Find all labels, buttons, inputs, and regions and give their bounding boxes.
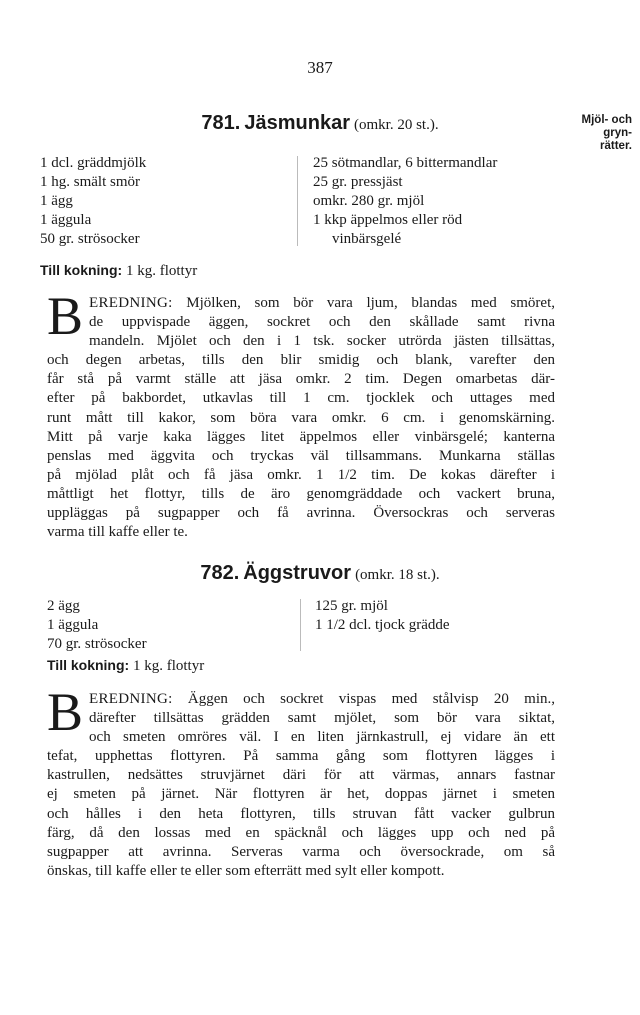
cooking-label: Till kokning: bbox=[40, 262, 123, 278]
method-lead: EREDNING: bbox=[89, 295, 173, 311]
method-line: och smeten omröres väl. I en liten järnkastrull, ej vidare än ett bbox=[89, 729, 555, 746]
method-line: varma till kaffe eller te. bbox=[47, 524, 188, 541]
ingredient: 50 gr. strösocker bbox=[40, 231, 140, 247]
cooking-value: 1 kg. flottyr bbox=[132, 658, 205, 674]
method-line: måttligt het flottyr, tills de äro genomgräddade och vackert bruna, bbox=[47, 485, 555, 502]
recipe-781-cooking bbox=[40, 262, 197, 280]
ingredient: vinbärsgelé bbox=[332, 231, 402, 247]
recipe-quantity: (omkr. 20 st.). bbox=[353, 117, 439, 133]
ingredient: 1 hg. smält smör bbox=[40, 174, 140, 190]
method-line: uppläggas på sugpapper och få avrinna. Översockras och serveras bbox=[47, 505, 555, 522]
recipe-781-method bbox=[47, 286, 555, 542]
recipe-782-ingredients-right bbox=[315, 597, 450, 635]
cooking-value: 1 kg. flottyr bbox=[125, 263, 198, 279]
method-line: Mjölken, som bör vara ljum, blandas med smöret, bbox=[186, 295, 555, 311]
side-note-line: gryn- bbox=[603, 127, 632, 139]
side-note-line: Mjöl- och bbox=[581, 114, 632, 126]
ingredient: 1 dcl. gräddmjölk bbox=[40, 155, 147, 171]
method-line: önskas, till kaffe eller te eller som efterrätt med sylt eller kompott. bbox=[47, 862, 445, 879]
side-note-line: rätter. bbox=[600, 140, 632, 152]
method-line: penslas med äggvita och tryckas väl tillsammans. Munkarna ställas bbox=[47, 447, 555, 464]
method-line: och hålles i den heta flottyren, tills struvan fått vacker gulbrun bbox=[47, 805, 555, 822]
method-line: Äggen och sockret vispas med stålvisp 20 min., bbox=[187, 691, 555, 707]
recipe-name: Äggstruvor bbox=[243, 562, 352, 584]
recipe-781-ingredients-right bbox=[313, 154, 497, 249]
recipe-781-title bbox=[0, 112, 640, 135]
method-line: ej smeten på järnet. När flottyren är het, doppas järnet i smeten bbox=[47, 786, 555, 803]
dropcap: B bbox=[47, 682, 84, 742]
ingredient: 1 kkp äppelmos eller röd bbox=[313, 212, 463, 228]
ingredient: omkr. 280 gr. mjöl bbox=[313, 193, 425, 209]
recipe-782-method bbox=[47, 682, 555, 881]
method-line: efter på bakbordet, utkavlas till 1 cm. tjocklek och uttages med bbox=[47, 390, 555, 407]
method-line: kastrullen, nedsättes struvjärnet däri för att värmas, annars fastnar bbox=[47, 767, 555, 784]
ingredient: 1 ägg bbox=[40, 193, 73, 209]
recipe-782-cooking bbox=[47, 657, 204, 675]
ingredient: 2 ägg bbox=[47, 598, 80, 614]
column-divider bbox=[297, 156, 298, 246]
method-line: färg, då den lossas med en späcknål och lägges upp och ned på bbox=[47, 824, 555, 841]
recipe-781-ingredients-left bbox=[40, 154, 146, 249]
method-line: får stå på varmt ställe att jäsa omkr. 2 tim. Degen omarbetas där- bbox=[47, 371, 555, 388]
method-line: de uppvispade äggen, sockret och den skållade samt rivna bbox=[89, 314, 555, 331]
method-lead: EREDNING: bbox=[89, 691, 173, 707]
dropcap: B bbox=[47, 286, 84, 346]
ingredient: 125 gr. mjöl bbox=[315, 598, 388, 614]
ingredient: 70 gr. strösocker bbox=[47, 636, 147, 652]
page-number: 387 bbox=[307, 58, 333, 77]
recipe-782-ingredients-left bbox=[47, 597, 147, 654]
ingredient: 25 gr. pressjäst bbox=[313, 174, 403, 190]
method-line: sugpapper att avrinna. Serveras varma och översockrade, om så bbox=[47, 843, 555, 860]
method-line: mandeln. Mjölet och den i 1 tsk. socker utrörda jästen tillsättas, bbox=[89, 333, 555, 350]
column-divider bbox=[300, 599, 301, 651]
recipe-name: Jäsmunkar bbox=[244, 112, 350, 134]
cooking-label: Till kokning: bbox=[47, 657, 130, 673]
recipe-782-title bbox=[0, 562, 640, 585]
method-line: därefter tillsättas grädden samt mjölet, som bör vara siktat, bbox=[89, 710, 555, 727]
recipe-quantity: (omkr. 18 st.). bbox=[355, 567, 440, 583]
ingredient: 1 äggula bbox=[47, 617, 99, 633]
ingredient: 1 1/2 dcl. tjock grädde bbox=[315, 617, 450, 633]
method-line: tefat, upphettas flottyren. På samma gång som flottyren lägges i bbox=[47, 748, 555, 765]
method-line: på mjölad plåt och få jäsa omkr. 1 1/2 tim. De kokas därefter i bbox=[47, 466, 555, 483]
recipe-number: 782. bbox=[200, 562, 240, 584]
ingredient: 1 äggula bbox=[40, 212, 92, 228]
method-line: Mitt på varje kaka lägges litet äppelmos eller vinbärsgelé; kanterna bbox=[47, 428, 555, 445]
method-line: runt mått till kakor, som böra vara omkr. 6 cm. i genomskärning. bbox=[47, 409, 555, 426]
recipe-number: 781. bbox=[201, 112, 241, 134]
ingredient: 25 sötmandlar, 6 bittermandlar bbox=[313, 155, 498, 171]
method-line: och degen arbetas, tills den blir smidig och blank, varefter den bbox=[47, 352, 555, 369]
